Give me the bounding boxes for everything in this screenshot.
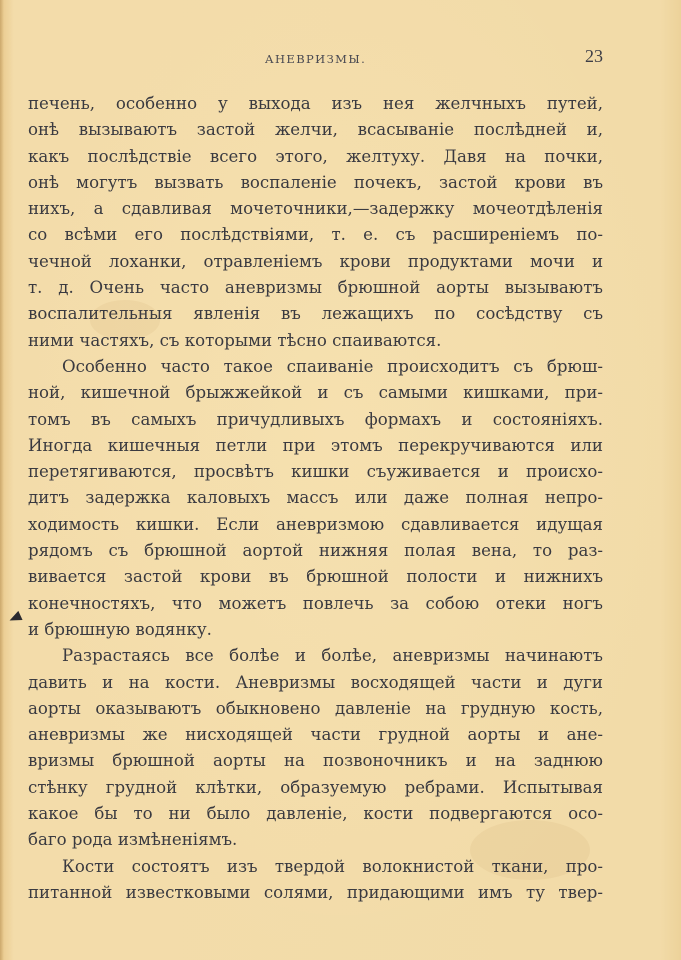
text-line: ними частяхъ, съ которыми тѣсно спаиваются. [28, 330, 442, 350]
text-line: печень, особенно у выхода изъ нея желчныхъ путей, [28, 94, 603, 113]
text-line: аорты оказываютъ обыкновено давленіе на грудную кость, [28, 698, 603, 718]
text-line: т. д. Очень часто аневризмы брюшной аорты вызываютъ [28, 278, 603, 298]
text-line: Кости состоятъ изъ твердой волокнистой ткани, про- [62, 856, 603, 876]
text-line: нихъ, а сдавливая мочеточники,—задержку мочеотдѣленія [28, 199, 603, 219]
text-line: томъ въ самыхъ причудливыхъ формахъ и состояніяхъ. [28, 409, 603, 429]
text-line: Разрастаясь все болѣе и болѣе, аневризмы начинаютъ [62, 646, 603, 666]
text-line: дитъ задержка каловыхъ массъ или даже полная непро- [28, 488, 603, 508]
text-line: ходимость кишки. Если аневризмою сдавливается идущая [28, 514, 603, 534]
text-line: Особенно часто такое спаиваніе происходитъ съ брюш- [62, 356, 603, 376]
text-line: чечной лоханки, отравленіемъ крови продуктами мочи и [28, 251, 603, 271]
text-line: аневризмы же нисходящей части грудной аорты и ане- [28, 725, 603, 745]
paragraph [28, 854, 603, 907]
page-header [28, 44, 603, 74]
text-line: питанной известковыми солями, придающими имъ ту твер- [28, 882, 603, 902]
text-line: какъ послѣдствіе всего этого, желтуху. Давя на почки, [28, 146, 603, 166]
page-edge-shadow [0, 0, 4, 960]
text-line: стѣнку грудной клѣтки, образуемую ребрами. Испытывая [28, 777, 603, 797]
paragraph [28, 643, 603, 853]
text-line: Иногда кишечныя петли при этомъ перекручиваются или [28, 435, 603, 455]
text-line: онѣ могутъ вызвать воспаленіе почекъ, застой крови въ [28, 172, 603, 192]
margin-pointer-mark [7, 611, 22, 625]
text-line: вивается застой крови въ брюшной полости и нижнихъ [28, 567, 603, 587]
text-line: баго рода измѣненіямъ. [28, 830, 238, 850]
paragraph [28, 354, 603, 643]
text-line: онѣ вызываютъ застой желчи, всасываніе послѣдней и, [28, 120, 603, 140]
text-line: давить и на кости. Аневризмы восходящей части и дуги [28, 672, 603, 692]
text-line: вризмы брюшной аорты на позвоночникъ и на заднюю [28, 751, 603, 771]
text-line: конечностяхъ, что можетъ повлечь за собою отеки ногъ [28, 593, 603, 613]
text-line: и брюшную водянку. [28, 619, 212, 639]
text-line: рядомъ съ брюшной аортой нижняя полая вена, то раз- [28, 541, 603, 561]
text-line: ной, кишечной брыжжейкой и съ самыми кишками, при- [28, 383, 603, 403]
text-line: со всѣми его послѣдствіями, т. е. съ расширеніемъ по- [28, 225, 603, 245]
paragraph [28, 91, 603, 354]
text-line: какое бы то ни было давленіе, кости подвергаются осо- [28, 804, 603, 824]
body-text [28, 91, 603, 906]
text-line: воспалительныя явленія въ лежащихъ по сосѣдству съ [28, 304, 603, 324]
page-number: 23 [585, 46, 603, 66]
running-title: АНЕВРИЗМЫ. [264, 52, 367, 66]
text-line: перетягиваются, просвѣтъ кишки съуживается и происхо- [28, 462, 603, 482]
